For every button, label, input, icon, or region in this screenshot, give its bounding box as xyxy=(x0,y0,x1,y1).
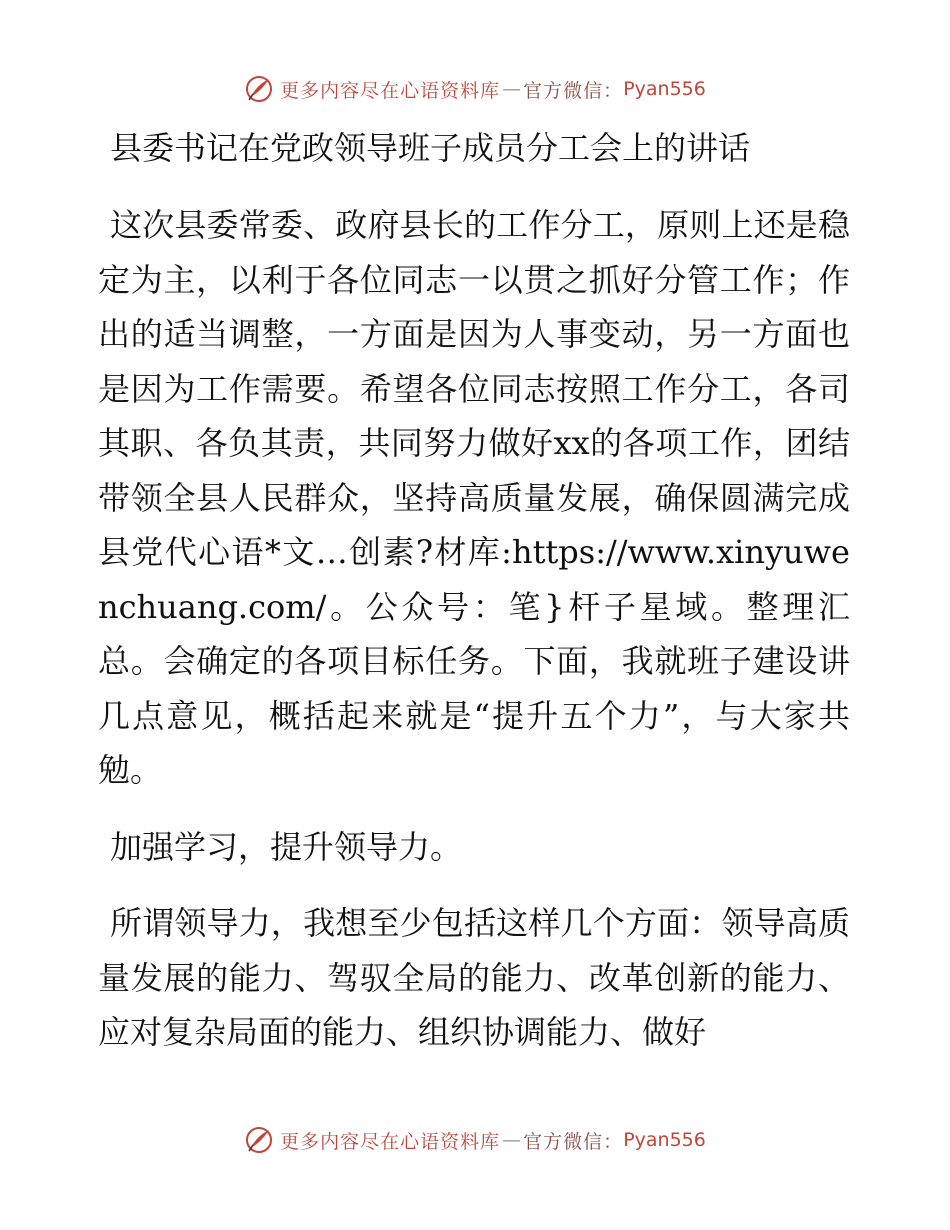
wechat-label: 官方微信： xyxy=(523,79,624,102)
watermark-footer xyxy=(0,1120,950,1160)
watermark-separator: — xyxy=(502,78,522,100)
watermark-separator: — xyxy=(502,1129,522,1151)
watermark-text: 更多内容尽在心语资料库 xyxy=(280,1130,501,1153)
body-paragraph: 这次县委常委、政府县长的工作分工，原则上还是稳定为主，以利于各位同志一以贯之抓好分管工作；作出的适当调整，一方面是因为人事变动，另一方面也是因为工作需要。希望各位同志按照工作分工，各司其职、各负其责，共同努力做好xx的各项工作，团结带领全县人民群众，坚持高质量发展，确保圆满完成县党代心语*文…创素?材库:https://www.xinyuwenchuang.com/。公众号：笔}杆子星域。整理汇总。会确定的各项目标任务。下面，我就班子建设讲几点意见，概括起来就是“提升五个力”，与大家共勉。 xyxy=(98,206,850,789)
body-paragraph: 所谓领导力，我想至少包括这样几个方面：领导高质量发展的能力、驾驭全局的能力、改革创新的能力、应对复杂局面的能力、组织协调能力、做好 xyxy=(98,904,850,1051)
section-heading: 加强学习，提升领导力。 xyxy=(110,827,463,866)
watermark-text: 更多内容尽在心语资料库 xyxy=(280,79,501,102)
wechat-label: 官方微信： xyxy=(523,1130,624,1153)
document-body xyxy=(98,124,850,1060)
wechat-id: Pyan556 xyxy=(623,78,706,100)
quill-seal-icon xyxy=(244,1125,274,1155)
document-title: 县委书记在党政领导班子成员分工会上的讲话 xyxy=(110,129,751,167)
wechat-id: Pyan556 xyxy=(623,1129,706,1151)
quill-seal-icon xyxy=(244,74,274,104)
watermark-header xyxy=(0,69,950,109)
